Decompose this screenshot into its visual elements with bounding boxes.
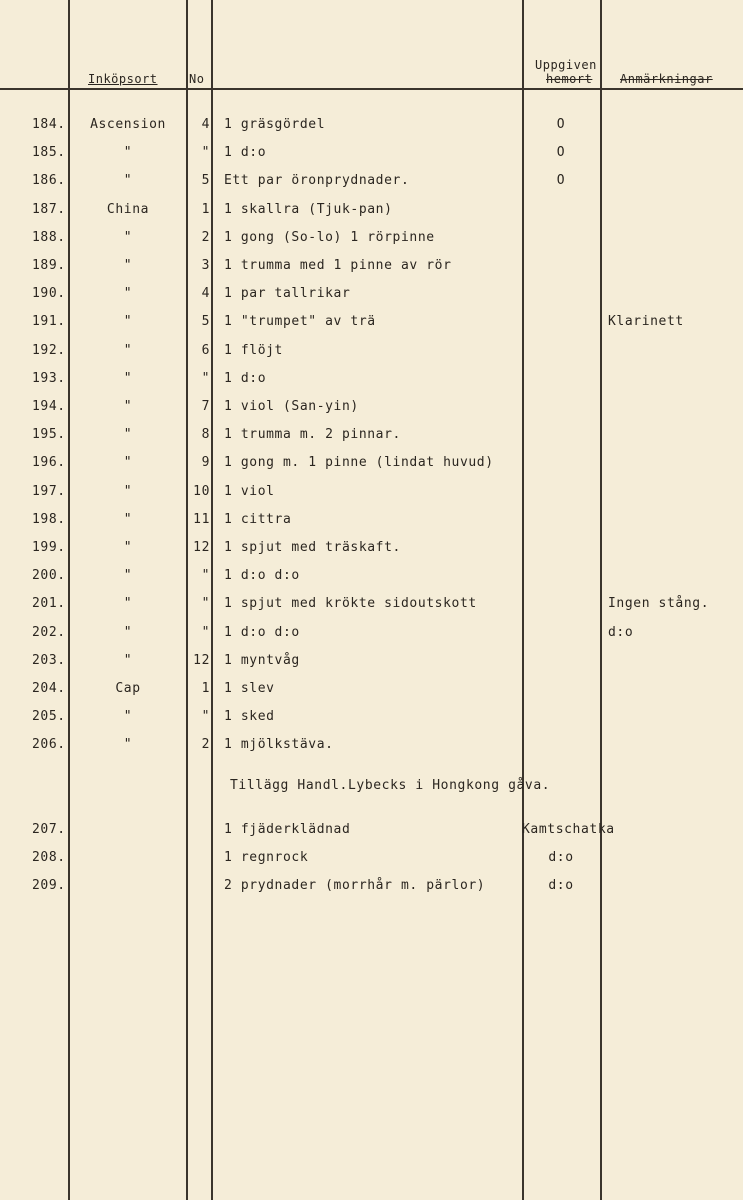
row-number: 195. bbox=[32, 427, 66, 443]
row-description: 1 fjäderklädnad bbox=[224, 822, 351, 837]
table-row bbox=[0, 230, 743, 258]
row-reported: d:o bbox=[548, 850, 574, 865]
header-remarks: Anmärkningar bbox=[620, 72, 713, 86]
row-no: " bbox=[201, 145, 210, 161]
row-no: " bbox=[201, 624, 210, 640]
header-reported-line2: hemort bbox=[546, 72, 593, 86]
row-number: 187. bbox=[32, 201, 66, 217]
row-number: 190. bbox=[32, 286, 66, 302]
table-row bbox=[0, 850, 743, 878]
row-no: 1 bbox=[201, 201, 210, 217]
row-no: 4 bbox=[201, 117, 210, 132]
row-no: 2 bbox=[201, 737, 210, 753]
table-row bbox=[0, 117, 743, 145]
row-number: 207. bbox=[32, 822, 66, 837]
row-place: " bbox=[123, 399, 133, 414]
row-description: 1 gong (So-lo) 1 rörpinne bbox=[224, 229, 435, 245]
row-description: 1 spjut med krökte sidoutskott bbox=[224, 596, 477, 612]
row-description: 2 prydnader (morrhår m. pärlor) bbox=[224, 878, 486, 893]
table-row bbox=[0, 173, 743, 201]
table-row bbox=[0, 512, 743, 540]
row-remark: Klarinett bbox=[608, 314, 684, 330]
row-number: 186. bbox=[32, 173, 66, 189]
row-place: " bbox=[123, 540, 133, 555]
row-number: 188. bbox=[32, 229, 66, 245]
row-place: Cap bbox=[115, 681, 141, 696]
table-row bbox=[0, 540, 743, 568]
table-row bbox=[0, 399, 743, 427]
row-description: 1 cittra bbox=[224, 511, 292, 527]
row-no: 11 bbox=[193, 511, 210, 527]
table-row bbox=[0, 653, 743, 681]
row-no: 6 bbox=[201, 342, 210, 358]
row-place: " bbox=[123, 596, 133, 612]
row-place: China bbox=[106, 201, 150, 217]
row-reported: O bbox=[556, 145, 566, 161]
row-description: 1 d:o d:o bbox=[224, 568, 300, 584]
row-place: " bbox=[123, 314, 133, 330]
row-number: 191. bbox=[32, 314, 66, 330]
header-no: No bbox=[189, 72, 205, 86]
row-no: 5 bbox=[201, 314, 210, 330]
row-number: 201. bbox=[32, 596, 66, 612]
row-number: 204. bbox=[32, 681, 66, 696]
row-no: 2 bbox=[201, 229, 210, 245]
table-row bbox=[0, 145, 743, 173]
row-remark: d:o bbox=[608, 624, 634, 640]
row-place: " bbox=[123, 483, 133, 499]
table-row bbox=[0, 484, 743, 512]
row-description: 1 d:o bbox=[224, 145, 267, 161]
header-reported-line1: Uppgiven bbox=[535, 58, 597, 72]
row-place: " bbox=[123, 427, 133, 443]
row-number: 198. bbox=[32, 511, 66, 527]
header-rule bbox=[0, 88, 743, 90]
row-description: 1 trumma m. 2 pinnar. bbox=[224, 427, 401, 443]
row-description: 1 flöjt bbox=[224, 342, 283, 358]
row-number: 200. bbox=[32, 568, 66, 584]
row-no: 10 bbox=[193, 483, 210, 499]
table-row bbox=[0, 681, 743, 709]
table-row bbox=[0, 625, 743, 653]
row-place: " bbox=[123, 652, 133, 668]
row-reported: O bbox=[556, 117, 566, 132]
table-row bbox=[0, 286, 743, 314]
row-no: " bbox=[201, 568, 210, 584]
row-reported: Kamtschatka bbox=[522, 822, 615, 837]
row-number: 206. bbox=[32, 737, 66, 753]
table-row bbox=[0, 596, 743, 624]
row-number: 184. bbox=[32, 117, 66, 132]
row-description: 1 mjölkstäva. bbox=[224, 737, 334, 753]
row-remark: Ingen stång. bbox=[608, 596, 710, 612]
row-no: " bbox=[201, 596, 210, 612]
row-place: " bbox=[123, 624, 133, 640]
table-row bbox=[0, 258, 743, 286]
table-row bbox=[0, 568, 743, 596]
row-place: " bbox=[123, 568, 133, 584]
row-no: 12 bbox=[193, 540, 210, 555]
row-place: " bbox=[123, 709, 133, 725]
table-row bbox=[0, 314, 743, 342]
row-number: 208. bbox=[32, 850, 66, 865]
row-no: " bbox=[201, 709, 210, 725]
row-description: 1 gong m. 1 pinne (lindat huvud) bbox=[224, 455, 494, 471]
row-description: 1 "trumpet" av trä bbox=[224, 314, 376, 330]
table-row bbox=[0, 427, 743, 455]
row-no: 3 bbox=[201, 258, 210, 273]
row-reported: d:o bbox=[548, 878, 574, 893]
table-row bbox=[0, 202, 743, 230]
row-description: 1 myntvåg bbox=[224, 652, 300, 668]
row-place: " bbox=[123, 258, 133, 273]
row-description: 1 par tallrikar bbox=[224, 286, 351, 302]
row-no: 9 bbox=[201, 455, 210, 471]
row-no: 1 bbox=[201, 681, 210, 696]
table-row bbox=[0, 822, 743, 850]
row-description: 1 spjut med träskaft. bbox=[224, 540, 401, 555]
table-row bbox=[0, 343, 743, 371]
row-description: 1 skallra (Tjuk-pan) bbox=[224, 201, 393, 217]
row-no: " bbox=[201, 370, 210, 386]
row-number: 196. bbox=[32, 455, 66, 471]
table-row bbox=[0, 455, 743, 483]
row-place: " bbox=[123, 229, 133, 245]
row-place: " bbox=[123, 286, 133, 302]
row-number: 205. bbox=[32, 709, 66, 725]
row-place: " bbox=[123, 455, 133, 471]
row-place: " bbox=[123, 511, 133, 527]
row-number: 192. bbox=[32, 342, 66, 358]
row-place: Ascension bbox=[90, 117, 166, 132]
row-description: 1 slev bbox=[224, 681, 275, 696]
row-no: 7 bbox=[201, 399, 210, 414]
row-number: 203. bbox=[32, 652, 66, 668]
row-number: 199. bbox=[32, 540, 66, 555]
row-place: " bbox=[123, 342, 133, 358]
table-row bbox=[0, 878, 743, 906]
row-no: 5 bbox=[201, 173, 210, 189]
row-place: " bbox=[123, 737, 133, 753]
addition-note: Tillägg Handl.Lybecks i Hongkong gåva. bbox=[230, 778, 551, 793]
row-number: 185. bbox=[32, 145, 66, 161]
row-description: 1 d:o bbox=[224, 370, 267, 386]
row-number: 194. bbox=[32, 399, 66, 414]
table-row bbox=[0, 371, 743, 399]
row-description: 1 sked bbox=[224, 709, 275, 725]
row-place: " bbox=[123, 145, 133, 161]
row-place: " bbox=[123, 173, 133, 189]
row-number: 197. bbox=[32, 483, 66, 499]
table-row bbox=[0, 709, 743, 737]
row-no: 8 bbox=[201, 427, 210, 443]
row-number: 209. bbox=[32, 878, 66, 893]
row-description: 1 regnrock bbox=[224, 850, 309, 865]
row-number: 193. bbox=[32, 370, 66, 386]
row-description: 1 viol bbox=[224, 483, 275, 499]
row-no: 12 bbox=[193, 652, 210, 668]
row-place: " bbox=[123, 370, 133, 386]
row-no: 4 bbox=[201, 286, 210, 302]
row-description: 1 trumma med 1 pinne av rör bbox=[224, 258, 452, 273]
row-number: 202. bbox=[32, 624, 66, 640]
row-description: 1 gräsgördel bbox=[224, 117, 326, 132]
row-description: 1 viol (San-yin) bbox=[224, 399, 359, 414]
table-row bbox=[0, 737, 743, 765]
row-reported: O bbox=[556, 173, 566, 189]
row-description: 1 d:o d:o bbox=[224, 624, 300, 640]
row-number: 189. bbox=[32, 258, 66, 273]
row-description: Ett par öronprydnader. bbox=[224, 173, 410, 189]
header-place: Inköpsort bbox=[88, 72, 158, 86]
